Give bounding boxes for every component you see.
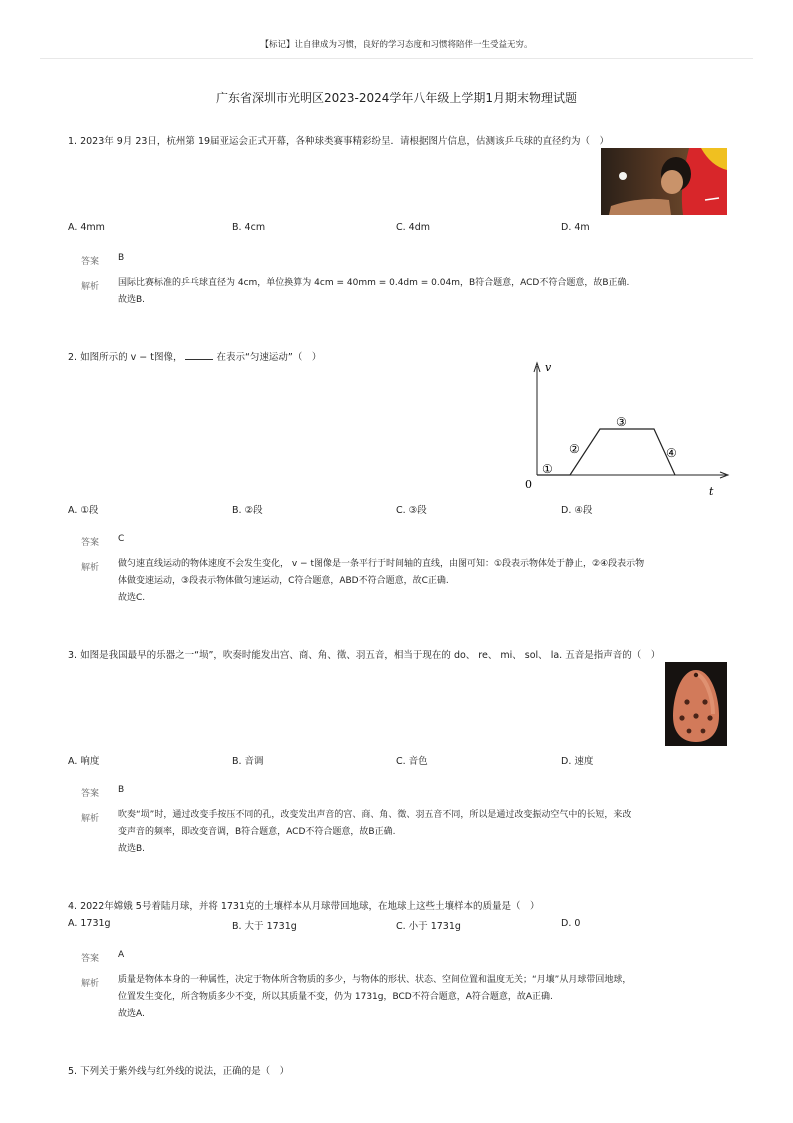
- q4-option-b[interactable]: B. 大于 1731g: [232, 921, 297, 932]
- q1-answer: B: [118, 253, 125, 263]
- q2-stem-post: 在表示“匀速运动”（ ）: [216, 352, 322, 363]
- q4-option-a[interactable]: A. 1731g: [68, 918, 111, 929]
- q4-option-c[interactable]: C. 小于 1731g: [396, 921, 461, 932]
- q1-option-b[interactable]: B. 4cm: [232, 222, 266, 233]
- graph-segment-1: ①: [542, 462, 553, 476]
- q1-option-d[interactable]: D. 4m: [561, 222, 590, 233]
- q4-answer-label: 答案: [81, 954, 100, 964]
- q3-analysis-line: 故选B.: [118, 844, 146, 854]
- q1-option-c[interactable]: C. 4dm: [396, 222, 431, 233]
- q2-blank: [185, 350, 213, 360]
- q2-answer-label: 答案: [81, 538, 100, 548]
- q3-option-d[interactable]: D. 速度: [561, 756, 594, 767]
- q4-option-d[interactable]: D. 0: [561, 918, 581, 929]
- q2-option-a[interactable]: A. ①段: [68, 505, 99, 516]
- q2-option-d[interactable]: D. ④段: [561, 505, 593, 516]
- header-motto: 【标记】让自律成为习惯，良好的学习态度和习惯将陪伴一生受益无穷。: [260, 40, 533, 50]
- q5-stem: 5. 下列关于紫外线与红外线的说法，正确的是（ ）: [68, 1066, 290, 1077]
- xun-instrument-photo: [665, 662, 727, 746]
- page-title: 广东省深圳市光明区2023-2024学年八年级上学期1月期末物理试题: [215, 91, 578, 105]
- table-tennis-photo: [601, 148, 727, 215]
- q3-analysis-label: 解析: [81, 814, 100, 824]
- graph-segment-2: ②: [569, 442, 580, 456]
- q1-stem: 1. 2023年 9月 23日，杭州第 19届亚运会正式开幕，各种球类赛事精彩纷呈．请根据图片信息，估测该乒乓球的直径约为（ ）: [68, 136, 610, 147]
- q2-answer: C: [118, 534, 125, 544]
- q4-analysis-line: 故选A.: [118, 1009, 145, 1019]
- q3-option-b[interactable]: B. 音调: [232, 756, 264, 767]
- q3-option-c[interactable]: C. 音色: [396, 756, 428, 767]
- q2-analysis-line: 做匀速直线运动的物体速度不会发生变化， v − t图像是一条平行于时间轴的直线，由图可知：①段表示物体处于静止，②④段表示物: [118, 559, 645, 569]
- q3-analysis-line: 变声音的频率，即改变音调，B符合题意，ACD不符合题意，故B正确.: [118, 827, 396, 837]
- q3-option-a[interactable]: A. 响度: [68, 756, 100, 767]
- q2-analysis-line: 体做变速运动，③段表示物体做匀速运动，C符合题意，ABD不符合题意，故C正确.: [118, 576, 449, 586]
- q1-analysis-line: 国际比赛标准的乒乓球直径为 4cm，单位换算为 4cm = 40mm = 0.4dm = 0.04m，B符合题意，ACD不符合题意，故B正确.: [118, 278, 630, 288]
- graph-t-label: t: [709, 485, 714, 498]
- graph-segment-3: ③: [616, 415, 627, 429]
- q1-analysis-line: 故选B.: [118, 295, 146, 305]
- q1-answer-label: 答案: [81, 257, 100, 267]
- q2-option-c[interactable]: C. ③段: [396, 505, 427, 516]
- header-divider: [40, 58, 753, 59]
- q4-answer: A: [118, 950, 125, 960]
- q2-stem: [68, 349, 321, 363]
- q2-analysis-label: 解析: [81, 563, 100, 573]
- q4-analysis-line: 质量是物体本身的一种属性，决定于物体所含物质的多少，与物体的形状、状态、空间位置和温度无关；“月壤”从月球带回地球，: [118, 975, 632, 985]
- q1-option-a[interactable]: A. 4mm: [68, 222, 105, 233]
- graph-segment-4: ④: [666, 446, 677, 460]
- q4-stem: 4. 2022年嫦娥 5号着陆月球，并将 1731克的土壤样本从月球带回地球，在地球上这些土壤样本的质量是（ ）: [68, 901, 540, 912]
- q4-analysis-label: 解析: [81, 979, 100, 989]
- q4-analysis-line: 位置发生变化，所含物质多少不变，所以其质量不变，仍为 1731g，BCD不符合题意，A符合题意，故A正确.: [118, 992, 553, 1002]
- q3-answer: B: [118, 785, 125, 795]
- q1-analysis-label: 解析: [81, 282, 100, 292]
- q3-analysis-line: 吹奏“埙”时，通过改变手按压不同的孔，改变发出声音的宫、商、角、徵、羽五音不同，所以是通过改变振动空气中的长短，来改: [118, 810, 632, 820]
- q3-answer-label: 答案: [81, 789, 100, 799]
- vt-graph: [518, 358, 733, 503]
- q3-stem: 3. 如图是我国最早的乐器之一“埙”，吹奏时能发出宫、商、角、徵、羽五音，相当于现在的 do、 re、 mi、 sol、 la. 五音是指声音的（ ）: [68, 650, 661, 661]
- q2-analysis-line: 故选C.: [118, 593, 146, 603]
- graph-v-label: v: [545, 361, 552, 374]
- q2-option-b[interactable]: B. ②段: [232, 505, 263, 516]
- graph-origin: 0: [525, 478, 532, 491]
- q2-stem-pre: 2. 如图所示的 v − t图像，: [68, 352, 183, 363]
